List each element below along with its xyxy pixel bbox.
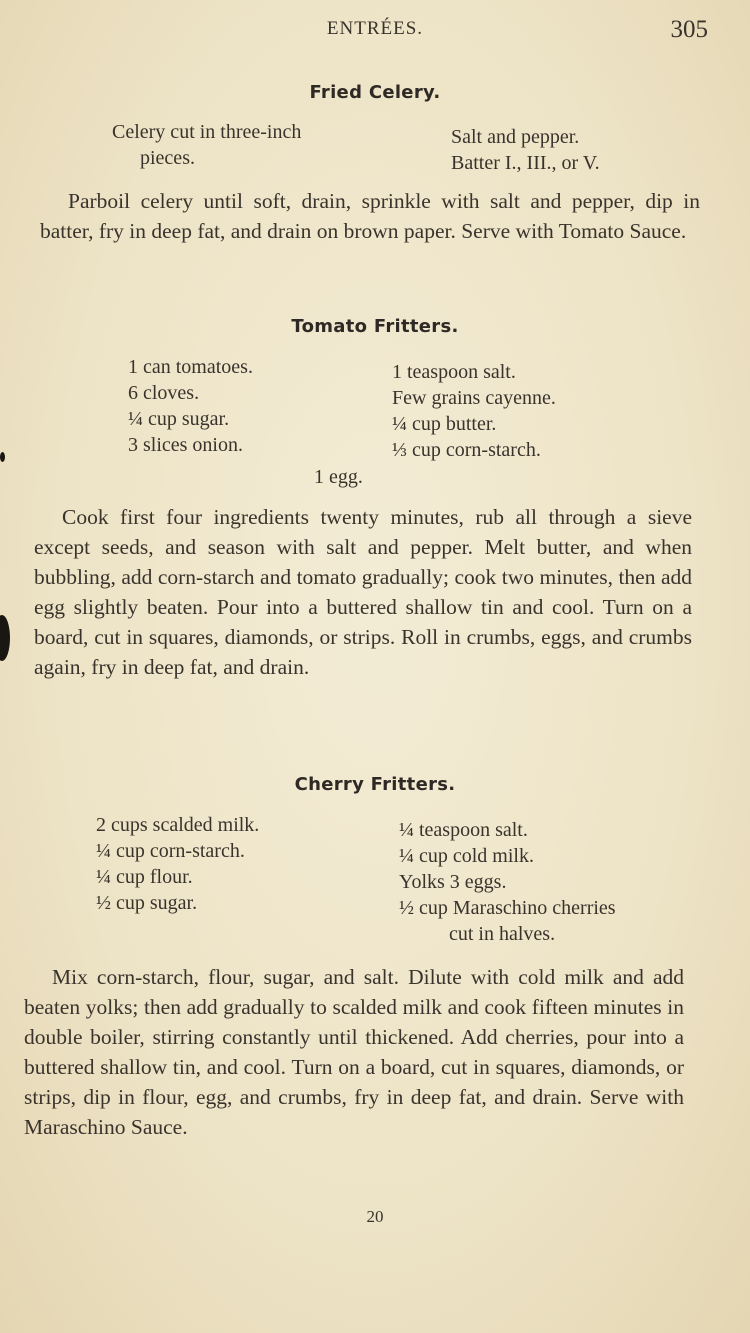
ingredient: 3 slices onion. [128,434,243,456]
ingredient: Celery cut in three-inch [112,121,302,143]
ingredient: Salt and pepper. [451,126,580,148]
ingredient: 2 cups scalded milk. [96,814,260,836]
ingredient: ⅓ cup corn-starch. [392,439,541,461]
recipe-method: Mix corn-starch, flour, sugar, and salt. Dilute with cold milk and add beaten yolks; then add gradually to scalded milk and cook fifteen minutes in double boiler, stirring constantly until thickened. Add cherries, pour into a buttered shallow tin, and cool. Turn on a board, cut in squares, diamonds, or strips, dip in flour, egg, and crumbs, fry in deep fat, and drain. Serve with Maraschino Sauce. [24,965,684,1139]
ingredient: pieces. [140,147,195,169]
ingredient: Few grains cayenne. [392,387,556,409]
recipe-method: Cook first four ingredients twenty minutes, rub all through a sieve except seeds, and season with salt and pepper. Melt butter, and when bubbling, add corn-starch and tomato gradually; cook two minutes, then add egg slightly beaten. Pour into a buttered shallow tin and cool. Turn on a board, cut in squares, diamonds, or strips. Roll in crumbs, eggs, and crumbs again, fry in deep fat, and drain. [34,505,692,679]
ink-blot [0,615,10,661]
recipe-title: Tomato Fritters. [291,316,459,337]
ingredient: ¼ cup butter. [392,413,497,435]
ingredient: ½ cup Maraschino cherries [399,897,616,919]
ingredient: ½ cup sugar. [96,892,198,914]
ingredient: ¼ cup cold milk. [399,845,534,867]
ingredient: ¼ cup corn-starch. [96,840,245,862]
ingredient-list-right [451,124,600,176]
ingredient: Batter I., III., or V. [451,152,600,174]
ingredient: ¼ cup flour. [96,866,193,888]
recipe-method: Parboil celery until soft, drain, sprinkle with salt and pepper, dip in batter, fry in deep fat, and drain on brown paper. Serve with Tomato Sauce. [40,189,700,243]
ink-blot [0,452,5,462]
ingredient-list-left [128,354,253,458]
ingredient-list-right [392,359,556,463]
recipe-title: Cherry Fritters. [294,774,456,795]
ingredient: cut in halves. [449,923,556,945]
recipe-title: Fried Celery. [309,82,441,103]
ingredient: Yolks 3 eggs. [399,871,507,893]
running-header: ENTRÉES. [326,18,424,39]
ingredient-center: 1 egg. [314,466,363,488]
ingredient: ¼ cup sugar. [128,408,230,430]
ingredient: 1 teaspoon salt. [392,361,516,383]
ingredient: 1 can tomatoes. [128,356,253,378]
page-number: 305 [670,16,708,43]
ingredient: 6 cloves. [128,382,200,404]
ingredient-list-left [96,812,259,916]
ingredient-list-left [112,119,301,171]
ingredient: ¼ teaspoon salt. [399,819,528,841]
signature-mark: 20 [366,1207,384,1226]
ingredient-list-right [399,817,616,947]
